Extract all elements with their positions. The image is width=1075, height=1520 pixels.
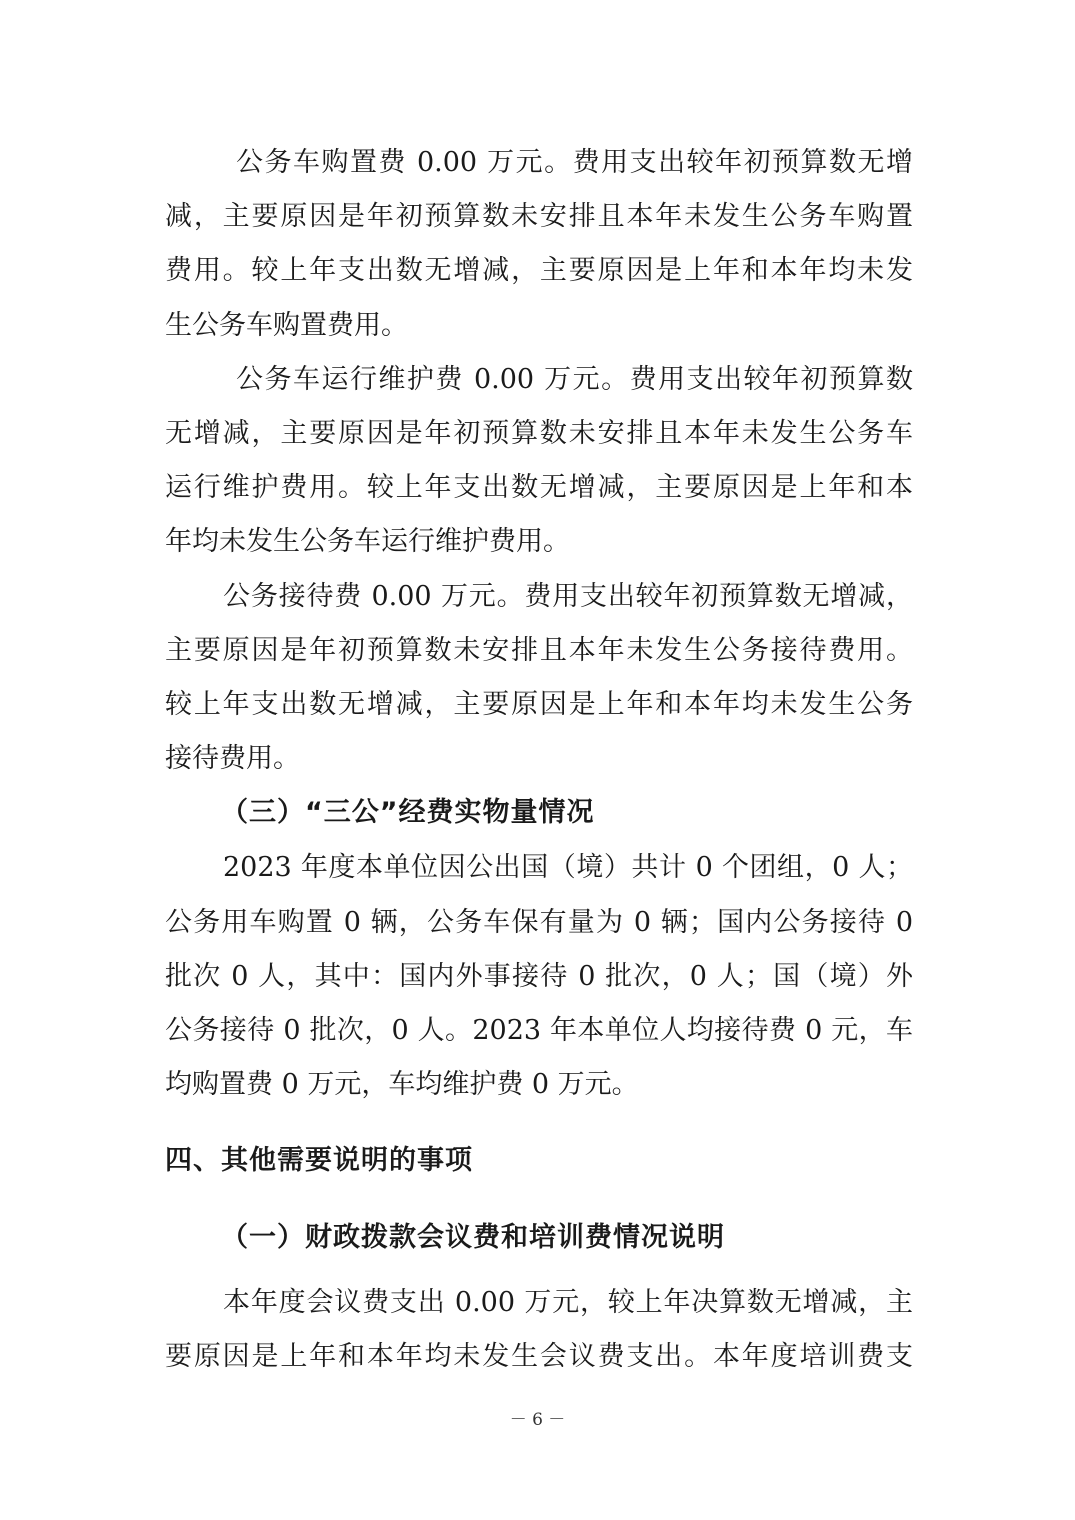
page-number: － 6 － — [509, 1410, 566, 1430]
paragraph-line: 要原因是上年和本年均未发生会议费支出。本年度培训费支 — [165, 1341, 913, 1372]
paragraph-line: 公务车运行维护费 0.00 万元。费用支出较年初预算数 — [236, 364, 913, 395]
paragraph-line: 公务用车购置 0 辆，公务车保有量为 0 辆；国内公务接待 0 — [165, 907, 913, 938]
paragraph-line: 减，主要原因是年初预算数未安排且本年未发生公务车购置 — [165, 201, 913, 232]
paragraph-line: 无增减，主要原因是年初预算数未安排且本年未发生公务车 — [165, 418, 913, 449]
paragraph-line: 均购置费 0 万元，车均维护费 0 万元。 — [165, 1069, 639, 1100]
paragraph-line: 公务车购置费 0.00 万元。费用支出较年初预算数无增 — [236, 147, 913, 178]
paragraph-line: 生公务车购置费用。 — [165, 310, 408, 341]
paragraph-line: 运行维护费用。较上年支出数无增减，主要原因是上年和本 — [165, 472, 913, 503]
paragraph-line: 本年度会议费支出 0.00 万元，较上年决算数无增减，主 — [223, 1287, 913, 1318]
paragraph-line: 公务接待费 0.00 万元。费用支出较年初预算数无增减， — [223, 581, 913, 612]
paragraph-line: 费用。较上年支出数无增减，主要原因是上年和本年均未发 — [165, 255, 913, 286]
paragraph-line: 较上年支出数无增减，主要原因是上年和本年均未发生公务 — [165, 689, 913, 720]
paragraph-line: 主要原因是年初预算数未安排且本年未发生公务接待费用。 — [165, 635, 913, 666]
paragraph-line: 年均未发生公务车运行维护费用。 — [165, 526, 570, 557]
paragraph-line: 接待费用。 — [165, 743, 300, 774]
section-heading: （三）“三公”经费实物量情况 — [221, 797, 595, 828]
section-heading: （一）财政拨款会议费和培训费情况说明 — [221, 1222, 725, 1253]
chapter-heading: 四、其他需要说明的事项 — [165, 1145, 473, 1176]
paragraph-line: 2023 年度本单位因公出国（境）共计 0 个团组，0 人； — [223, 852, 913, 883]
paragraph-line: 批次 0 人，其中：国内外事接待 0 批次，0 人；国（境）外 — [165, 961, 913, 992]
paragraph-line: 公务接待 0 批次，0 人。2023 年本单位人均接待费 0 元，车 — [165, 1015, 913, 1046]
